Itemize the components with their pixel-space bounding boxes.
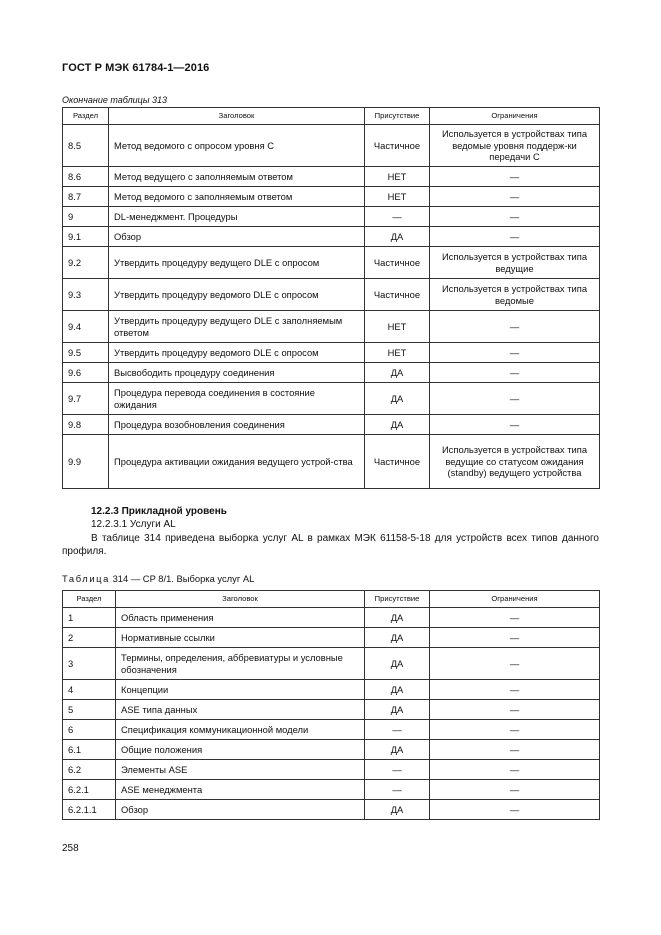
cell-presence: — [365, 207, 430, 227]
cell-title: Общие положения [116, 740, 365, 760]
table-row [63, 363, 600, 383]
table-row [63, 207, 600, 227]
cell-title: Спецификация коммуникационной модели [116, 720, 365, 740]
cell-limits: — [430, 800, 600, 820]
cell-limits: — [430, 720, 600, 740]
section-heading: 12.2.3 Прикладной уровень [91, 506, 227, 517]
cell-limits: — [430, 740, 600, 760]
cell-title: Термины, определения, аббревиатуры и условные обозначения [116, 648, 365, 680]
cell-limits: — [430, 207, 600, 227]
table-row [63, 227, 600, 247]
table-313-caption: Окончание таблицы 313 [62, 95, 167, 105]
cell-limits: — [430, 648, 600, 680]
table-row [63, 780, 600, 800]
cell-limits: — [430, 680, 600, 700]
cell-presence: НЕТ [365, 187, 430, 207]
cell-limits: — [430, 415, 600, 435]
cell-title: Элементы ASE [116, 760, 365, 780]
column-header-limits: Ограничения [430, 108, 600, 125]
cell-presence: Частичное [365, 247, 430, 279]
table-row [63, 311, 600, 343]
cell-section: 6.2 [63, 760, 116, 780]
cell-limits: Используется в устройствах типа ведомые уровня поддерж-ки передачи C [430, 125, 600, 167]
cell-section: 9.6 [63, 363, 109, 383]
cell-limits: — [430, 628, 600, 648]
cell-title: Обзор [116, 800, 365, 820]
cell-presence: Частичное [365, 279, 430, 311]
cell-section: 8.5 [63, 125, 109, 167]
cell-limits: — [430, 167, 600, 187]
cell-limits: — [430, 780, 600, 800]
cell-presence: ДА [365, 608, 430, 628]
cell-limits: — [430, 311, 600, 343]
cell-title: Процедура возобновления соединения [109, 415, 365, 435]
document-header: ГОСТ Р МЭК 61784-1—2016 [62, 62, 210, 74]
cell-section: 6.2.1 [63, 780, 116, 800]
table-314 [62, 590, 600, 820]
cell-section: 9.1 [63, 227, 109, 247]
cell-presence: ДА [365, 415, 430, 435]
cell-presence: Частичное [365, 435, 430, 489]
cell-title: ASE типа данных [116, 700, 365, 720]
cell-title: Область применения [116, 608, 365, 628]
cell-presence: ДА [365, 227, 430, 247]
table-row [63, 167, 600, 187]
cell-title: Метод ведомого с опросом уровня C [109, 125, 365, 167]
table-header-row [63, 108, 600, 125]
cell-presence: ДА [365, 628, 430, 648]
cell-title: Утвердить процедуру ведущего DLE с заполняемым ответом [109, 311, 365, 343]
cell-presence: — [365, 780, 430, 800]
column-header-title: Заголовок [109, 108, 365, 125]
table-label: Таблица [62, 573, 110, 584]
table-row [63, 628, 600, 648]
cell-section: 4 [63, 680, 116, 700]
cell-section: 6.2.1.1 [63, 800, 116, 820]
cell-presence: — [365, 720, 430, 740]
cell-section: 9.2 [63, 247, 109, 279]
column-header-section: Раздел [63, 591, 116, 608]
cell-presence: НЕТ [365, 343, 430, 363]
table-row [63, 740, 600, 760]
table-row [63, 187, 600, 207]
table-313 [62, 107, 600, 489]
cell-section: 2 [63, 628, 116, 648]
table-row [63, 608, 600, 628]
cell-section: 6.1 [63, 740, 116, 760]
table-row [63, 247, 600, 279]
cell-presence: — [365, 760, 430, 780]
cell-section: 9.9 [63, 435, 109, 489]
cell-section: 9.5 [63, 343, 109, 363]
table-row [63, 800, 600, 820]
cell-limits: Используется в устройствах типа ведущие со статусом ожидания (standby) ведущего устройства [430, 435, 600, 489]
cell-title: Концепции [116, 680, 365, 700]
cell-limits: — [430, 227, 600, 247]
cell-title: Метод ведущего с заполняемым ответом [109, 167, 365, 187]
cell-presence: ДА [365, 648, 430, 680]
cell-title: Процедура перевода соединения в состояние ожидания [109, 383, 365, 415]
cell-presence: ДА [365, 383, 430, 415]
cell-limits: — [430, 383, 600, 415]
cell-section: 9 [63, 207, 109, 227]
page-number: 258 [62, 843, 79, 854]
table-row [63, 125, 600, 167]
cell-limits: — [430, 700, 600, 720]
cell-title: Процедура активации ожидания ведущего устрой-ства [109, 435, 365, 489]
cell-presence: НЕТ [365, 311, 430, 343]
cell-title: ASE менеджмента [116, 780, 365, 800]
column-header-limits: Ограничения [430, 591, 600, 608]
cell-section: 9.8 [63, 415, 109, 435]
cell-title: DL-менеджмент. Процедуры [109, 207, 365, 227]
column-header-section: Раздел [63, 108, 109, 125]
cell-presence: ДА [365, 680, 430, 700]
cell-title: Утвердить процедуру ведущего DLE с опросом [109, 247, 365, 279]
column-header-presence: Присутствие [365, 591, 430, 608]
table-row [63, 760, 600, 780]
table-314-caption [62, 573, 254, 584]
cell-title: Обзор [109, 227, 365, 247]
cell-section: 9.3 [63, 279, 109, 311]
cell-limits: — [430, 760, 600, 780]
cell-limits: Используется в устройствах типа ведущие [430, 247, 600, 279]
cell-limits: — [430, 363, 600, 383]
table-row [63, 279, 600, 311]
cell-limits: — [430, 608, 600, 628]
cell-presence: ДА [365, 800, 430, 820]
cell-section: 9.4 [63, 311, 109, 343]
cell-section: 8.7 [63, 187, 109, 207]
cell-section: 5 [63, 700, 116, 720]
cell-presence: НЕТ [365, 167, 430, 187]
table-caption-text: 314 — CP 8/1. Выборка услуг AL [109, 573, 255, 584]
cell-section: 6 [63, 720, 116, 740]
cell-section: 9.7 [63, 383, 109, 415]
cell-title: Утвердить процедуру ведомого DLE с опросом [109, 343, 365, 363]
cell-section: 1 [63, 608, 116, 628]
table-row [63, 720, 600, 740]
cell-limits: Используется в устройствах типа ведомые [430, 279, 600, 311]
table-row [63, 415, 600, 435]
table-row [63, 383, 600, 415]
table-row [63, 435, 600, 489]
cell-section: 3 [63, 648, 116, 680]
cell-section: 8.6 [63, 167, 109, 187]
cell-presence: ДА [365, 363, 430, 383]
column-header-presence: Присутствие [365, 108, 430, 125]
cell-limits: — [430, 343, 600, 363]
subsection-heading: 12.2.3.1 Услуги AL [91, 519, 176, 530]
cell-limits: — [430, 187, 600, 207]
cell-title: Метод ведомого с заполняемым ответом [109, 187, 365, 207]
table-row [63, 700, 600, 720]
cell-presence: ДА [365, 740, 430, 760]
body-paragraph: В таблице 314 приведена выборка услуг AL в рамках МЭК 61158-5-18 для устройств всех типов данного профиля. [62, 533, 599, 557]
table-row [63, 680, 600, 700]
cell-presence: ДА [365, 700, 430, 720]
table-row [63, 343, 600, 363]
cell-title: Нормативные ссылки [116, 628, 365, 648]
cell-presence: Частичное [365, 125, 430, 167]
cell-title: Высвободить процедуру соединения [109, 363, 365, 383]
table-row [63, 648, 600, 680]
column-header-title: Заголовок [116, 591, 365, 608]
table-header-row [63, 591, 600, 608]
cell-title: Утвердить процедуру ведомого DLE с опросом [109, 279, 365, 311]
